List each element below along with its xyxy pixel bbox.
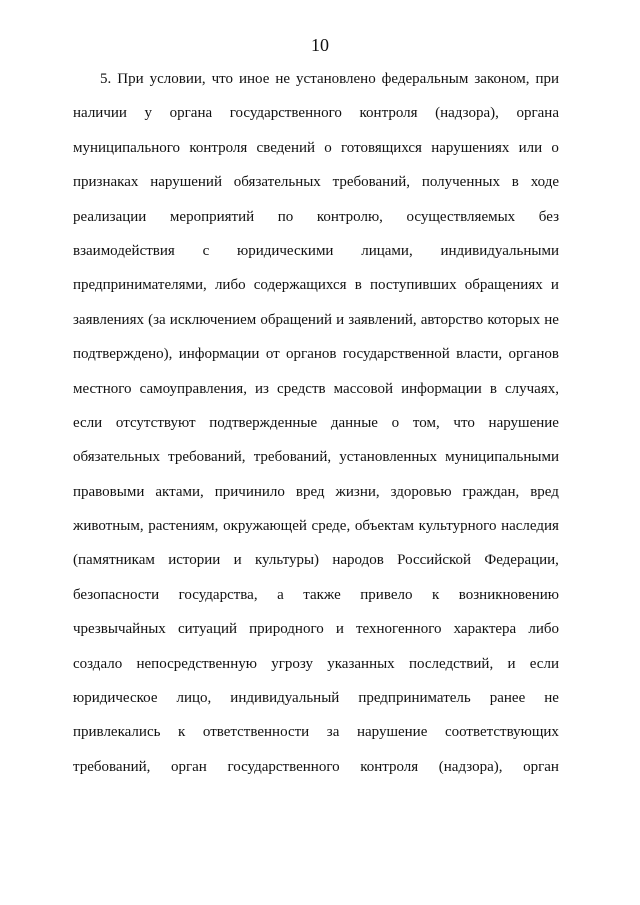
text-line: предпринимателями, либо содержащихся в поступивших обращениях и [73,277,559,294]
text-line: подтверждено), информации от органов государственной власти, органов [73,346,559,363]
page-number: 10 [311,35,329,55]
text-line: если отсутствуют подтвержденные данные о том, что нарушение [73,414,559,431]
text-line: создало непосредственную угрозу указанных последствий, и если [73,655,559,672]
text-line: правовыми актами, причинило вред жизни, здоровью граждан, вред [73,483,559,500]
text-line: (памятникам истории и культуры) народов Российской Федерации, [73,552,559,569]
text-line: чрезвычайных ситуаций природного и техногенного характера либо [73,621,559,638]
text-line: привлекались к ответственности за нарушение соответствующих [73,724,559,741]
text-line: безопасности государства, а также привело к возникновению [73,586,559,603]
text-line: местного самоуправления, из средств массовой информации в случаях, [73,380,559,397]
text-line: наличии у органа государственного контроля (надзора), органа [73,105,559,122]
text-line: 5. При условии, что иное не установлено федеральным законом, при [100,71,559,87]
body-paragraph [73,62,559,784]
text-line: животным, растениям, окружающей среде, объектам культурного наследия [73,518,559,535]
text-line: муниципального контроля сведений о готовящихся нарушениях или о [73,139,559,156]
text-line: требований, орган государственного контроля (надзора), орган [73,758,559,775]
text-line: признаках нарушений обязательных требований, полученных в ходе [73,174,559,191]
text-line: реализации мероприятий по контролю, осуществляемых без [73,208,559,225]
text-line: взаимодействия с юридическими лицами, индивидуальными [73,242,559,259]
text-line: обязательных требований, требований, установленных муниципальными [73,449,559,466]
text-line: юридическое лицо, индивидуальный предприниматель ранее не [73,690,559,707]
text-line: заявлениях (за исключением обращений и заявлений, авторство которых не [73,311,559,328]
